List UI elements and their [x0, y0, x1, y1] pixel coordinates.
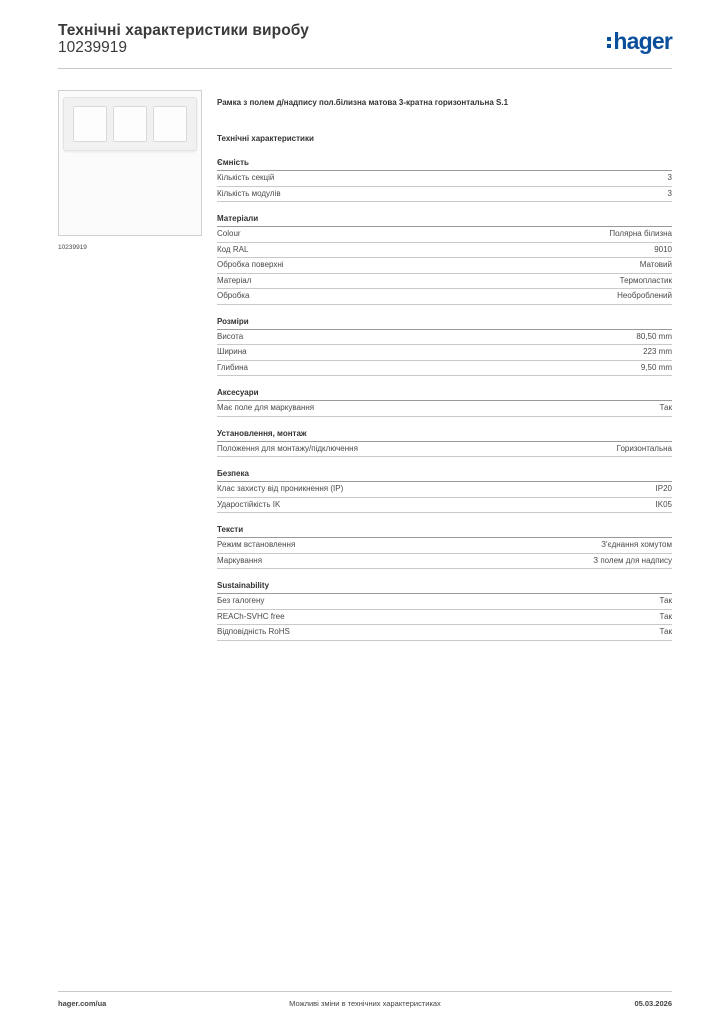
- spec-value: Матовий: [639, 260, 672, 269]
- footer-date: 05.03.2026: [634, 999, 672, 1008]
- spec-value: Так: [659, 403, 672, 412]
- spec-value: Необроблений: [617, 291, 672, 300]
- spec-label: Має поле для маркування: [217, 403, 315, 412]
- spec-label: Режим встановлення: [217, 540, 296, 549]
- spec-label: Матеріал: [217, 275, 252, 285]
- logo-mark-icon: [607, 37, 612, 48]
- spec-row: [217, 187, 672, 203]
- spec-group: [217, 156, 672, 202]
- spec-label: Colour: [217, 229, 241, 238]
- frame-cell: [113, 106, 147, 142]
- spec-group-title: Установлення, монтаж: [217, 427, 672, 442]
- spec-group-title: Тексти: [217, 523, 672, 538]
- spec-group: [217, 427, 672, 458]
- page-footer: [58, 991, 672, 1016]
- spec-row: [217, 361, 672, 377]
- spec-value: 9010: [654, 244, 672, 254]
- spec-row: [217, 289, 672, 305]
- spec-label: Без галогену: [217, 596, 265, 605]
- product-title: Рамка з полем д/надпису пол.білизна матова 3-кратна горизонтальна S.1: [217, 98, 509, 107]
- spec-label: Положення для монтажу/підключення: [217, 443, 358, 453]
- spec-label: Кількість модулів: [217, 188, 281, 198]
- spec-group: [217, 315, 672, 377]
- spec-value: IK05: [655, 499, 672, 509]
- spec-group-title: Sustainability: [217, 579, 672, 594]
- spec-label: Код RAL: [217, 244, 249, 254]
- frame-cell: [153, 106, 187, 142]
- hager-logo[interactable]: [607, 30, 672, 53]
- spec-row: [217, 258, 672, 274]
- spec-row: [217, 401, 672, 417]
- spec-row: [217, 625, 672, 641]
- spec-group: [217, 212, 672, 305]
- spec-row: [217, 442, 672, 458]
- spec-content: [217, 96, 672, 651]
- spec-row: [217, 227, 672, 243]
- image-caption: 10239919: [58, 244, 87, 251]
- spec-group-title: Матеріали: [217, 212, 672, 227]
- product-image: [58, 90, 202, 236]
- spec-value: З полем для надпису: [593, 555, 672, 565]
- spec-label: Маркування: [217, 555, 263, 565]
- spec-value: IP20: [655, 484, 672, 493]
- section-title: Технічні характеристики: [217, 134, 314, 143]
- spec-value: 80,50 mm: [636, 331, 672, 341]
- page-header: [58, 22, 672, 69]
- spec-label: Клас захисту від проникнення (IP): [217, 484, 344, 493]
- spec-value: 3: [667, 188, 672, 198]
- spec-value: 3: [667, 173, 672, 182]
- spec-row: [217, 171, 672, 187]
- spec-row: [217, 538, 672, 554]
- footer-note: Можливі зміни в технічних характеристиках: [289, 999, 441, 1008]
- spec-group-title: Ємність: [217, 156, 672, 171]
- spec-label: Висота: [217, 331, 244, 341]
- spec-value: 9,50 mm: [640, 362, 672, 372]
- spec-value: Так: [659, 611, 672, 621]
- spec-row: [217, 594, 672, 610]
- spec-label: Відповідність RoHS: [217, 627, 290, 636]
- spec-value: 223 mm: [643, 347, 672, 356]
- spec-group: [217, 467, 672, 513]
- spec-group: [217, 523, 672, 569]
- spec-label: Обробка: [217, 291, 250, 300]
- spec-group-title: Розміри: [217, 315, 672, 330]
- product-code: 10239919: [58, 39, 127, 56]
- spec-value: Полярна білизна: [609, 229, 672, 238]
- spec-row: [217, 330, 672, 346]
- spec-row: [217, 274, 672, 290]
- spec-row: [217, 554, 672, 570]
- page-title: Технічні характеристики виробу: [58, 22, 309, 39]
- spec-label: Глибина: [217, 362, 248, 372]
- spec-group-title: Аксесуари: [217, 386, 672, 401]
- spec-group-title: Безпека: [217, 467, 672, 482]
- spec-row: [217, 610, 672, 626]
- spec-row: [217, 243, 672, 259]
- footer-website-link[interactable]: hager.com/ua: [58, 999, 107, 1008]
- spec-row: [217, 345, 672, 361]
- spec-value: Так: [659, 627, 672, 636]
- spec-group: [217, 386, 672, 417]
- spec-label: Кількість секцій: [217, 173, 275, 182]
- spec-value: Горизонтальна: [616, 443, 672, 453]
- spec-label: REACh-SVHC free: [217, 611, 285, 621]
- frame-cell: [73, 106, 107, 142]
- spec-row: [217, 482, 672, 498]
- spec-groups: [217, 156, 672, 641]
- spec-row: [217, 498, 672, 514]
- spec-value: Термопластик: [619, 275, 672, 285]
- spec-group: [217, 579, 672, 641]
- spec-value: З'єднання хомутом: [601, 540, 672, 549]
- spec-label: Ударостійкість IK: [217, 499, 281, 509]
- spec-value: Так: [659, 596, 672, 605]
- spec-label: Обробка поверхні: [217, 260, 284, 269]
- spec-label: Ширина: [217, 347, 247, 356]
- logo-text: hager: [613, 28, 672, 54]
- frame-illustration: [63, 97, 197, 151]
